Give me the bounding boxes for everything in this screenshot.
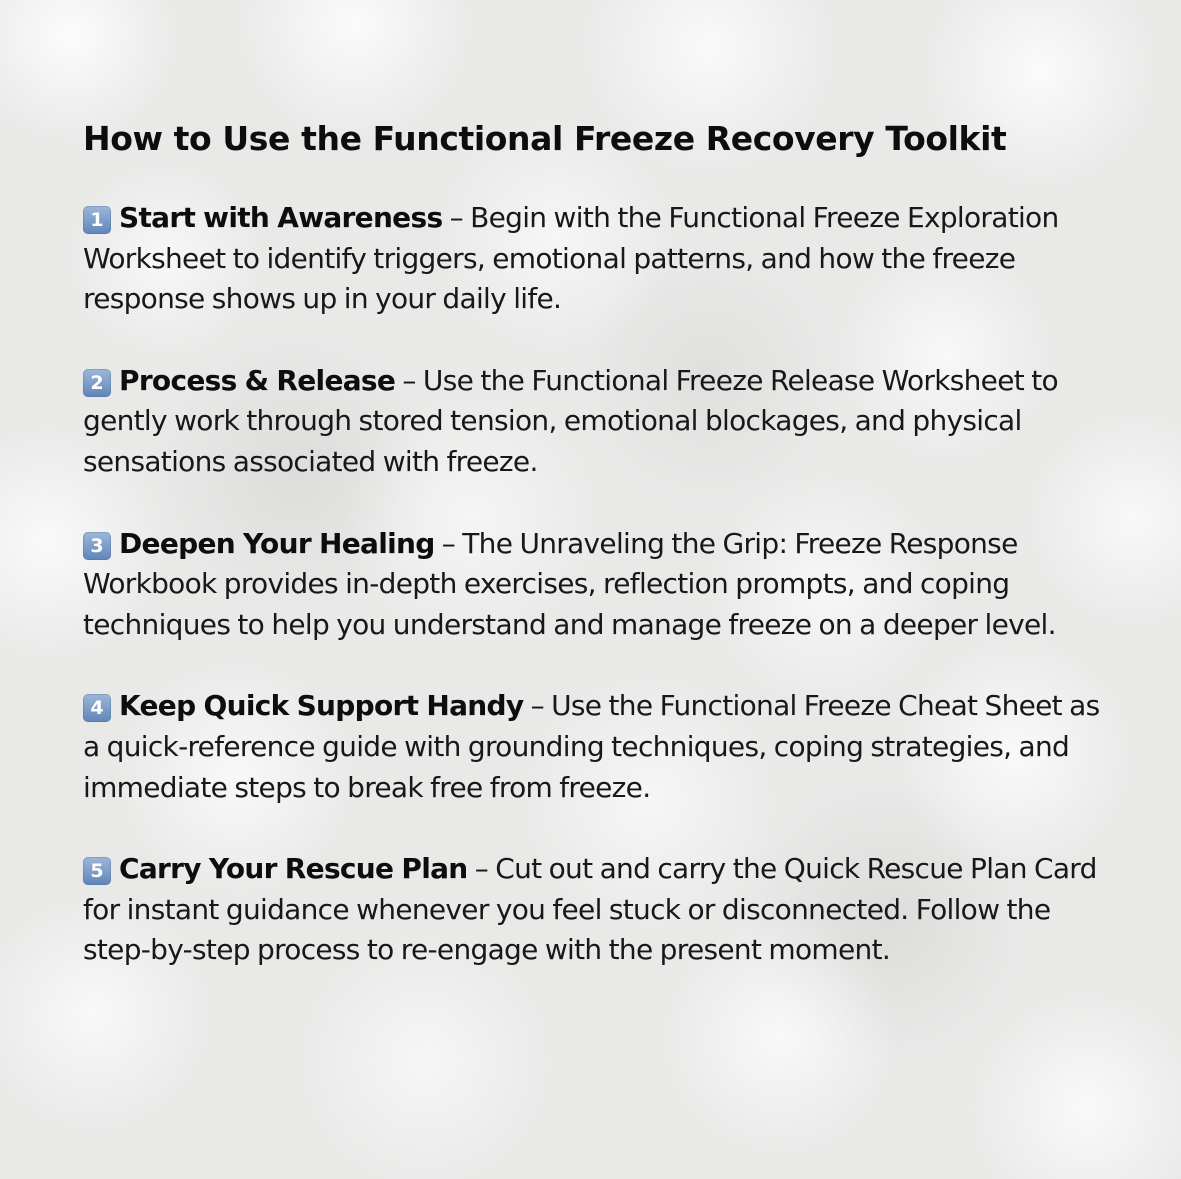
step-4-text: Use the Functional Freeze Cheat Sheet as a quick-reference guide with grounding techniques, coping strategies, and immediate steps to break free from freeze. <box>83 689 1100 804</box>
step-5-title: Carry Your Rescue Plan <box>119 852 468 886</box>
step-2-text: Use the Functional Freeze Release Worksheet to gently work through stored tension, emotional blockages, and physical sensations associated with freeze. <box>83 363 1058 478</box>
step-4-separator: – <box>523 689 552 723</box>
step-1-separator: – <box>442 201 471 234</box>
step-2-title: Process & Release <box>119 363 396 397</box>
step-3 <box>83 524 1113 646</box>
step-4 <box>83 686 1113 808</box>
step-2 <box>83 361 1113 483</box>
step-2-separator: – <box>395 363 423 397</box>
number-2-badge-icon: 2 <box>83 369 111 397</box>
step-4-title: Keep Quick Support Handy <box>119 689 524 723</box>
toolkit-guide <box>83 112 1113 1012</box>
number-5-badge-icon: 5 <box>83 857 111 885</box>
number-4-badge-icon: 4 <box>83 694 111 722</box>
step-5-separator: – <box>467 852 496 886</box>
number-1-badge-icon: 1 <box>83 206 111 234</box>
step-3-title: Deepen Your Healing <box>119 526 435 560</box>
step-1-text: Begin with the Functional Freeze Exploration Worksheet to identify triggers, emotional patterns, and how the freeze response shows up in your daily life. <box>83 201 1059 316</box>
step-3-text: The Unraveling the Grip: Freeze Response Workbook provides in-depth exercises, reflection prompts, and coping techniques to help you understand and manage freeze on a deeper level. <box>83 526 1056 641</box>
number-3-badge-icon: 3 <box>83 532 111 560</box>
step-5 <box>83 849 1113 971</box>
page-title: How to Use the Functional Freeze Recovery Toolkit <box>83 119 1007 158</box>
step-1 <box>83 198 1113 320</box>
step-5-text: Cut out and carry the Quick Rescue Plan Card for instant guidance whenever you feel stuck or disconnected. Follow the step-by-step process to re-engage with the present moment. <box>83 852 1097 967</box>
step-1-title: Start with Awareness <box>119 201 443 234</box>
step-3-separator: – <box>434 526 463 560</box>
